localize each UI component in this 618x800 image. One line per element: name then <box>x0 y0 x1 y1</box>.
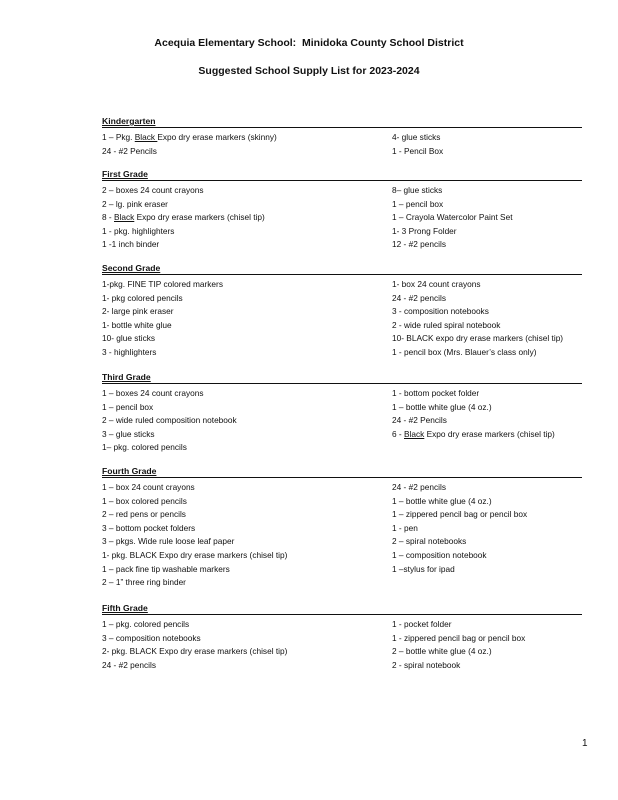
supply-item-text: 1 –stylus for ipad <box>392 563 455 574</box>
supply-item-text: 24 - #2 pencils <box>392 482 446 492</box>
supply-item <box>392 184 442 198</box>
supply-item <box>102 659 156 673</box>
supply-item <box>102 145 157 159</box>
supply-item-text: 24 - #2 pencils <box>392 292 446 303</box>
supply-item <box>102 346 156 360</box>
supply-item-text: 1-pkg. FINE TIP colored markers <box>102 279 223 289</box>
supply-item <box>102 549 287 563</box>
supply-item-text: 2 – bottle white glue (4 oz.) <box>392 646 492 657</box>
supply-item <box>392 332 563 346</box>
supply-item <box>392 346 536 360</box>
supply-item-text: 1- box 24 count crayons <box>392 279 481 289</box>
supply-row <box>102 225 582 239</box>
supply-item-text: 6 - <box>392 428 404 439</box>
supply-item-text: 4- glue sticks <box>392 132 441 142</box>
supply-item-text: 2 – 1” three ring binder <box>102 577 186 588</box>
supply-row <box>102 632 582 646</box>
supply-row <box>102 401 582 415</box>
supply-item-text: 3 - composition notebooks <box>392 306 489 317</box>
supply-item-text: 2 – red pens or pencils <box>102 509 186 520</box>
supply-item-text: Black <box>404 428 425 439</box>
supply-row <box>102 645 582 659</box>
supply-row <box>102 278 582 292</box>
supply-item <box>392 563 455 577</box>
supply-item-text: 1 – bottle white glue (4 oz.) <box>392 401 492 412</box>
supply-item <box>392 495 492 509</box>
supply-item-text: 2 - wide ruled spiral notebook <box>392 319 501 330</box>
supply-item-text: 1 - Pencil Box <box>392 145 444 156</box>
supply-row <box>102 428 582 442</box>
supply-item <box>102 576 186 590</box>
supply-row <box>102 387 582 401</box>
supply-row <box>102 211 582 225</box>
supply-item <box>102 441 187 455</box>
section-heading: Fourth Grade <box>102 466 582 478</box>
page-number: 1 <box>582 738 588 749</box>
supply-item <box>392 238 446 252</box>
supply-item <box>392 428 555 442</box>
supply-item-text: 24 - #2 Pencils <box>392 415 447 426</box>
supply-item-text: 1- pkg. BLACK Expo dry erase markers (chisel tip) <box>102 549 288 560</box>
section-heading: Kindergarten <box>102 116 582 128</box>
supply-item <box>102 508 186 522</box>
section-heading: Second Grade <box>102 263 582 275</box>
supply-item <box>102 563 230 577</box>
supply-item <box>392 414 447 428</box>
supply-item-text: 1 – composition notebook <box>392 549 487 560</box>
supply-item-text: 3 - highlighters <box>102 346 157 357</box>
supply-list-title: Suggested School Supply List for 2023-2024 <box>198 65 420 77</box>
supply-row <box>102 292 582 306</box>
supply-item <box>392 535 466 549</box>
supply-row <box>102 131 582 145</box>
supply-item-text: 1 – pack fine tip washable markers <box>102 563 230 574</box>
supply-item-text: Expo dry erase markers (skinny) <box>157 132 277 142</box>
supply-row <box>102 522 582 536</box>
supply-row <box>102 549 582 563</box>
supply-row <box>102 441 582 455</box>
supply-item-text: 1- 3 Prong Folder <box>392 225 457 236</box>
supply-item <box>392 211 513 225</box>
supply-item <box>392 292 446 306</box>
supply-item <box>102 535 234 549</box>
supply-item-text: Black <box>134 132 158 142</box>
supply-item-text: 2- pkg. BLACK Expo dry erase markers (chisel tip) <box>102 646 288 657</box>
supply-item <box>102 238 159 252</box>
supply-item-text: 1 – boxes 24 count crayons <box>102 388 204 398</box>
supply-item <box>392 305 489 319</box>
supply-row <box>102 346 582 360</box>
supply-row <box>102 414 582 428</box>
supply-item-text: 3 – glue sticks <box>102 428 155 439</box>
supply-row <box>102 576 582 590</box>
supply-row <box>102 508 582 522</box>
supply-item <box>102 632 201 646</box>
supply-item <box>392 131 440 145</box>
supply-row <box>102 495 582 509</box>
supply-item <box>392 278 481 292</box>
supply-item-text: 1 - pen <box>392 522 418 533</box>
supply-item-text: 1 - zippered pencil bag or pencil box <box>392 632 526 643</box>
supply-item-text: Expo dry erase markers (chisel tip) <box>424 428 555 439</box>
supply-item-text: Expo dry erase markers (chisel tip) <box>134 212 265 223</box>
supply-item-text: 3 – pkgs. Wide rule loose leaf paper <box>102 536 235 547</box>
supply-item-text: 10- glue sticks <box>102 333 156 344</box>
supply-item-text: 1 – pkg. colored pencils <box>102 619 190 629</box>
supply-item <box>102 292 183 306</box>
supply-item <box>102 225 174 239</box>
supply-item <box>102 305 173 319</box>
supply-item-text: Black <box>114 212 135 223</box>
section-heading: First Grade <box>102 169 582 181</box>
supply-item <box>392 225 457 239</box>
supply-item <box>392 618 452 632</box>
supply-item <box>392 198 443 212</box>
supply-item-text: 3 – composition notebooks <box>102 632 201 643</box>
supply-item-text: 1 – zippered pencil bag or pencil box <box>392 509 528 520</box>
supply-item-text: 12 - #2 pencils <box>392 239 446 250</box>
supply-item-text: 24 - #2 pencils <box>102 659 156 670</box>
supply-item-text: 1 - pencil box (Mrs. Blauer’s class only) <box>392 346 537 357</box>
supply-item-text: 2 – lg. pink eraser <box>102 198 168 209</box>
supply-item-text: 1- pkg colored pencils <box>102 292 183 303</box>
supply-row <box>102 659 582 673</box>
supply-item-text: 1 -1 inch binder <box>102 239 160 250</box>
section-kindergarten <box>102 116 582 158</box>
section-heading: Third Grade <box>102 372 582 384</box>
supply-item <box>392 145 443 159</box>
supply-item-text: 1 - pocket folder <box>392 619 452 629</box>
supply-item-text: 2- large pink eraser <box>102 306 174 317</box>
supply-item-text: 1 – Pkg. <box>102 132 135 142</box>
supply-item <box>102 278 223 292</box>
supply-item <box>102 495 187 509</box>
section-second-grade <box>102 263 582 360</box>
supply-item-text: 1- bottle white glue <box>102 319 172 330</box>
supply-item <box>392 549 487 563</box>
supply-item-text: 1 – box colored pencils <box>102 495 187 506</box>
supply-item <box>392 659 460 673</box>
supply-item <box>392 481 446 495</box>
supply-item <box>102 211 265 225</box>
supply-item <box>102 319 172 333</box>
supply-item-text: 1 – Crayola Watercolor Paint Set <box>392 212 513 223</box>
supply-item <box>102 428 155 442</box>
supply-item <box>102 131 277 145</box>
supply-item-text: 1 - bottom pocket folder <box>392 388 480 398</box>
supply-item-text: 1 – pencil box <box>102 401 154 412</box>
supply-item-text: 2 – boxes 24 count crayons <box>102 185 204 195</box>
supply-item <box>102 184 203 198</box>
supply-item <box>392 387 479 401</box>
supply-row <box>102 618 582 632</box>
supply-item <box>392 645 492 659</box>
supply-row <box>102 145 582 159</box>
supply-item <box>392 319 500 333</box>
supply-item <box>102 387 203 401</box>
supply-item <box>392 522 418 536</box>
supply-item <box>392 401 492 415</box>
supply-item-text: 2 - spiral notebook <box>392 659 461 670</box>
supply-item-text: 8– glue sticks <box>392 185 443 195</box>
supply-item-text: 3 – bottom pocket folders <box>102 522 196 533</box>
supply-item-text: 1– pkg. colored pencils <box>102 442 187 453</box>
supply-item <box>102 198 168 212</box>
section-first-grade <box>102 169 582 252</box>
supply-row <box>102 198 582 212</box>
supply-item <box>102 522 195 536</box>
supply-item-text: 2 – wide ruled composition notebook <box>102 415 237 426</box>
supply-item-text: 8 - <box>102 212 114 223</box>
supply-row <box>102 184 582 198</box>
supply-row <box>102 563 582 577</box>
supply-item <box>102 618 189 632</box>
section-fourth-grade <box>102 466 582 590</box>
supply-item <box>102 481 195 495</box>
supply-row <box>102 535 582 549</box>
supply-item-text: 10- BLACK expo dry erase markers (chisel tip) <box>392 333 564 344</box>
section-fifth-grade <box>102 603 582 672</box>
supply-item <box>392 508 527 522</box>
supply-item <box>102 414 237 428</box>
supply-item-text: 1 - pkg. highlighters <box>102 225 175 236</box>
supply-row <box>102 481 582 495</box>
supply-item <box>392 632 525 646</box>
supply-item-text: 1 – pencil box <box>392 198 444 209</box>
section-third-grade <box>102 372 582 455</box>
supply-row <box>102 319 582 333</box>
section-heading: Fifth Grade <box>102 603 582 615</box>
school-title: Acequia Elementary School: Minidoka County School District <box>154 37 464 49</box>
supply-item <box>102 401 153 415</box>
supply-item-text: 1 – bottle white glue (4 oz.) <box>392 495 492 506</box>
supply-item <box>102 332 155 346</box>
supply-item <box>102 645 287 659</box>
supply-item-text: 2 – spiral notebooks <box>392 536 467 547</box>
supply-row <box>102 305 582 319</box>
supply-row <box>102 332 582 346</box>
supply-item-text: 1 – box 24 count crayons <box>102 482 195 492</box>
supply-row <box>102 238 582 252</box>
supply-item-text: 24 - #2 Pencils <box>102 145 157 156</box>
